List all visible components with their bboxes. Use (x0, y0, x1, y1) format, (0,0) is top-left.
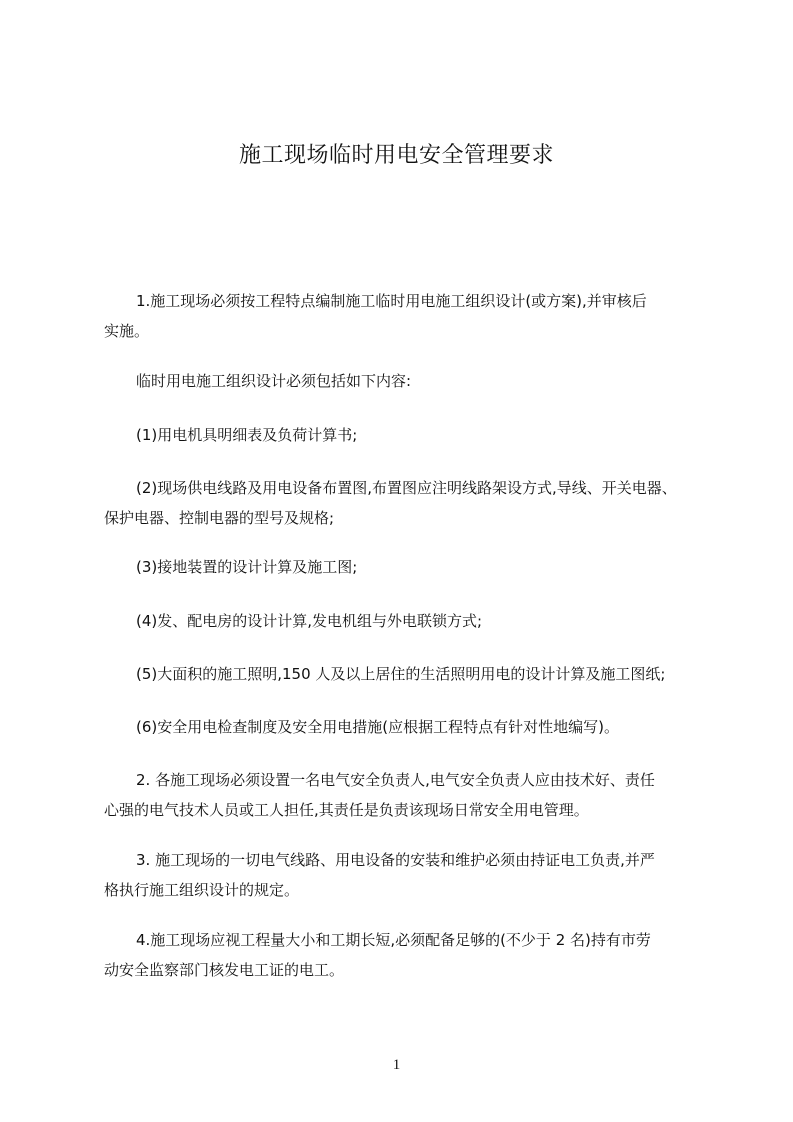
paragraph-line: 4.施工现场应视工程量大小和工期长短,必须配备足够的(不少于 2 名)持有市劳 (136, 931, 651, 949)
paragraph-line: 1.施工现场必须按工程特点编制施工临时用电施工组织设计(或方案),并审核后 (136, 292, 647, 310)
list-item-2 (104, 473, 714, 533)
document-title: 施工现场临时用电安全管理要求 (238, 143, 554, 168)
paragraph-line: (4)发、配电房的设计计算,发电机组与外电联锁方式; (136, 612, 483, 630)
paragraph-line: 实施。 (104, 322, 150, 340)
paragraph-line: 保护电器、控制电器的型号及规格; (104, 509, 335, 527)
paragraph-2-safety-officer (104, 765, 714, 825)
paragraph-line: (2)现场供电线路及用电设备布置图,布置图应注明线路架设方式,导线、开关电器、 (136, 479, 677, 497)
paragraph-contents-intro (104, 366, 714, 396)
list-item-6 (104, 712, 714, 742)
list-item-1 (104, 420, 714, 450)
paragraph-line: (1)用电机具明细表及负荷计算书; (136, 426, 358, 444)
paragraph-line: (3)接地装置的设计计算及施工图; (136, 558, 358, 576)
paragraph-line: 3. 施工现场的一切电气线路、用电设备的安装和维护必须由持证电工负责,并严 (136, 851, 655, 869)
list-item-3 (104, 552, 714, 582)
paragraph-line: (5)大面积的施工照明,150 人及以上居住的生活照明用电的设计计算及施工图纸; (136, 665, 666, 683)
paragraph-line: 临时用电施工组织设计必须包括如下内容: (136, 372, 412, 390)
paragraph-line: (6)安全用电检查制度及安全用电措施(应根据工程特点有针对性地编写)。 (136, 718, 619, 736)
paragraph-line: 动安全监察部门核发电工证的电工。 (104, 961, 345, 979)
paragraph-4-electrician-staffing (104, 925, 714, 985)
list-item-5 (104, 659, 714, 689)
paragraph-line: 心强的电气技术人员或工人担任,其责任是负责该现场日常安全用电管理。 (104, 801, 589, 819)
paragraph-line: 2. 各施工现场必须设置一名电气安全负责人,电气安全负责人应由技术好、责任 (136, 771, 655, 789)
paragraph-3-licensed-electrician (104, 845, 714, 905)
paragraph-line: 格执行施工组织设计的规定。 (104, 881, 300, 899)
list-item-4 (104, 606, 714, 636)
page-number: 1 (392, 1057, 401, 1073)
paragraph-1-plan-requirement (104, 286, 714, 346)
